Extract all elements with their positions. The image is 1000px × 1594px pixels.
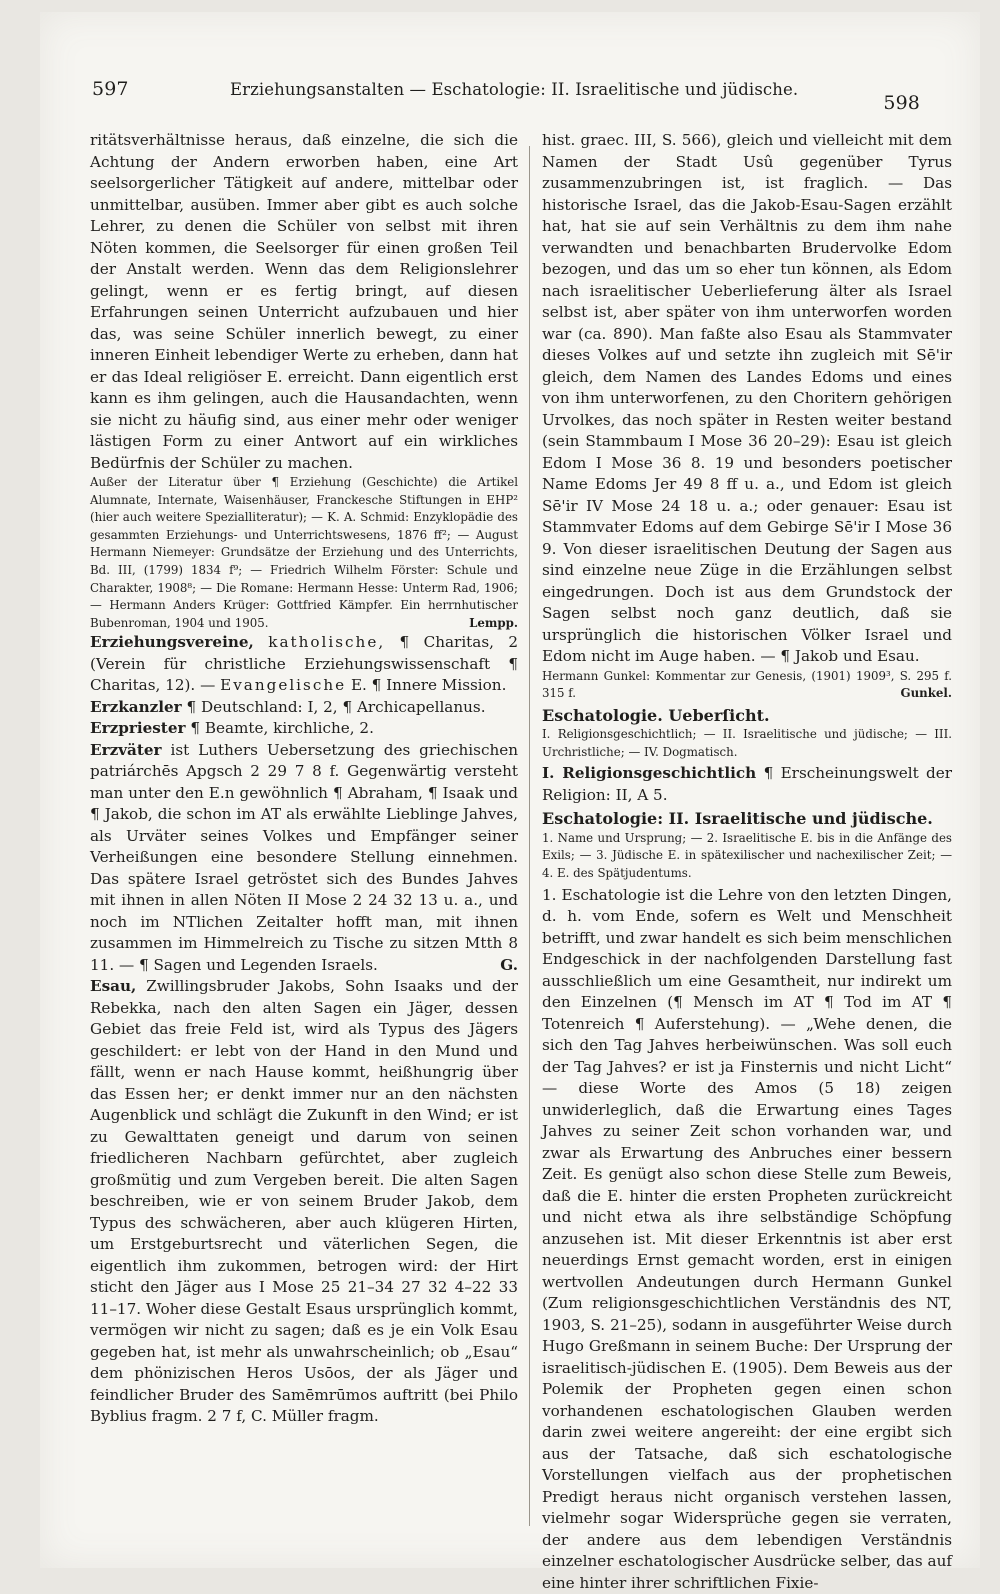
entry-body: ¶ Deutschland: I, 2, ¶ Archicapellanus.	[186, 697, 486, 716]
entry-subhead: katholische,	[268, 633, 386, 652]
entry-headword: Erzpriester	[90, 719, 186, 738]
section-body-name-und-ursprung: 1. Eschatologie ist die Lehre von den letzten Dingen, d. h. vom Ende, sofern es Welt und Menschheit betrifft, und zwar handelt es sich beim menschlichen Endgeschick in der nachfolgenden Darstellung fast ausschließlich um eine Gesamtheit, nur indirekt um den Einzelnen (¶ Mensch im AT ¶ Tod im AT ¶ Totenreich ¶ Auferstehung). — „Wehe denen, die sich den Tag Jahves herbeiwünschen. Was soll euch der Tag Jahves? er ist ja Finsternis und nicht Licht“ — diese Worte des Amos (5 18) zeigen unwiderleglich, daß die Erwartung eines Tages Jahves zu seiner Zeit schon vorhanden war, und zwar als Erwartung des Anbruches einer bessern Zeit. Es genügt also schon diese Stelle zum Beweis, daß die E. hinter die ersten Propheten zurückreicht und nicht etwa als ihre selbständige Schöpfung anzusehen ist. Mit dieser Erkenntnis ist aber erst neuerdings Ernst gemacht worden, erst in einigen wertvollen Andeutungen durch Hermann Gunkel (Zum religionsgeschichtlichen Verständnis des NT, 1903, S. 21–25), sodann in ausgeführter Weise durch Hugo Greßmann in seinem Buche: Der Ursprung der israelitisch-jüdischen E. (1905). Dem Beweis aus der Polemik der Propheten gegen einen schon vorhandenen eschatologischen Glauben werden darin zwei weitere angereiht: der eine ergibt sich aus der Tatsache, daß sich eschatologische Vorstellungen vielfach aus der prophetischen Predigt heraus nicht organisch verstehen lassen, vielmehr sogar Widersprüche gegen sie verraten, der andere aus dem lebendigen Verständnis einzelner eschatologischer Ausdrücke selber, das auf eine hinter ihrer schriftlichen Fixie-	[542, 885, 952, 1592]
left-column	[90, 130, 518, 1428]
esau-continuation: hist. graec. III, S. 566), gleich und vielleicht mit dem Namen der Stadt Usû gegenüber Tyrus zusammenzubringen ist, ist fraglich. — Das historische Israel, das die Jakob-Esau-Sagen erzählt hat, hat sie auf sein Verhältnis zu dem ihm nahe verwandten und benachbarten Brudervolke Edom bezogen, und das um so eher tun können, als Edom nach israelitischer Ueberlieferung älter als Israel selbst ist, aber später von ihm unterworfen worden war (ca. 890). Man faßte also Esau als Stammvater dieses Volkes auf und setzte ihn zugleich mit Sē'ir gleich, dem Namen des Landes Edoms und eines von ihm unterworfenen, zu den Choritern gehörigen Urvolkes, das noch später in Resten weiter bestand (sein Stammbaum I Mose 36 20–29): Esau ist gleich Edom I Mose 36 8. 19 und besonders poetischer Name Edoms Jer 49 8 ff u. a., und Edom ist gleich Sē'ir IV Mose 24 18 u. a.; oder genauer: Esau ist Stammvater Edoms auf dem Gebirge Sē'ir I Mose 36 9. Von dieser israelitischen Deutung der Sagen aus sind einzelne neue Züge in die Erzählungen selbst eingedrungen. Doch ist aus dem Grundstock der Sagen selbst noch ganz deutlich, daß sie ursprünglich die historischen Völker Israel und Edom nicht im Auge haben. — ¶ Jakob und Esau.	[542, 131, 952, 665]
erziehungsanstalten-literature	[90, 474, 518, 632]
column-divider	[529, 146, 530, 1526]
overview-toc: I. Religionsgeschichtlich; — II. Israelitische und jüdische; — III. Urchristliche; — IV. Dogmatisch.	[542, 727, 952, 759]
entry-headword: Erziehungsvereine,	[90, 633, 254, 652]
entry-headword: Esau,	[90, 977, 137, 996]
entry-esau	[90, 976, 518, 1428]
literature-text: Außer der Literatur über ¶ Erziehung (Geschichte) die Artikel Alumnate, Internate, Waisenhäuser, Franckesche Stiftungen in EHP² (hier auch weitere Spezialliteratur); — K. A. Schmid: Enzyklopädie des gesammten Erziehungs- und Unterrichtswesens, 1876 ff²; — August Hermann Niemeyer: Grundsätze der Erziehung und des Unterrichts, Bd. III, (1799) 1834 f⁹; — Friedrich Wilhelm Förster: Schule und Charakter, 1908⁸; — Die Romane: Hermann Hesse: Unterm Rad, 1906; — Hermann Anders Krüger: Gottfried Kämpfer. Ein herrnhutischer Bubenroman, 1904 und 1905.	[90, 475, 518, 630]
running-header	[92, 74, 920, 114]
right-column	[542, 130, 952, 1594]
erziehungsanstalten-continuation: ritätsverhältnisse heraus, daß einzelne, die sich die Achtung der Andern erworben haben, eine Art seelsorgerlicher Tätigkeit auf andere, mittelbar oder unmittelbar, ausüben. Immer aber gibt es auch solche Lehrer, zu denen die Schüler von selbst mit ihren Nöten kommen, die Seelsorger für einen großen Teil der Anstalt werden. Wenn das dem Religionslehrer gelingt, wenn er es fertig bringt, auf diesen Erfahrungen seinen Unterricht aufzubauen und hier das, was seine Schüler innerlich bewegt, zu einer inneren Einheit lebendiger Werte zu erheben, dann hat er das Ideal religiöser E. erreicht. Dann eigentlich erst kann es ihm gelingen, auch die Hausandachten, wenn sie nicht zu häufig sind, aus einer mehr oder weniger lästigen Form zu einer Antwort auf ein wirkliches Bedürfnis der Schüler zu machen.	[90, 131, 518, 472]
scanned-page	[40, 12, 980, 1592]
section-heading-israelitische: Eschatologie: II. Israelitische und jüdische.	[542, 809, 933, 829]
entry-body: ¶ Beamte, kirchliche, 2.	[190, 719, 374, 738]
entry-headword: I. Religionsgeschichtlich	[542, 764, 757, 783]
entry-body: Zwillingsbruder Jakobs, Sohn Isaaks und der Rebekka, nach den alten Sagen ein Jäger, dessen Gebiet das freie Feld ist, wird als Typus des Jägers geschildert: er lebt von der Hand in den Mund und fällt, wenn er nach Hause kommt, heißhungrig über das Essen her; er denkt immer nur an den nächsten Augenblick und schlägt die Zukunft in den Wind; er ist zu Gewalttaten geneigt und darum von seinen friedlicheren Nachbarn gefürchtet, aber zugleich großmütig und zum Vergeben bereit. Die alten Sagen beschreiben, wie er von seinem Bruder Jakob, dem Typus des schwächeren, aber auch klügeren Hirten, um Erstgeburtsrecht und väterlichen Segen, die eigentlich ihm zukommen, betrogen wird: der Hirt sticht den Jäger aus I Mose 25 21–34 27 32 4–22 33 11–17. Woher diese Gestalt Esaus ursprünglich kommt, vermögen wir nicht zu sagen; daß es je ein Volk Esau gegeben hat, ist mehr als unwahrscheinlich; ob „Esau“ dem phönizischen Heros Usōos, der als Jäger und feindlicher Bruder des Samēmrūmos auftritt (bei Philo Byblius fragm. 2 7 f, C. Müller fragm.	[90, 977, 519, 1426]
entry-body: ist Luthers Uebersetzung des griechischen patriárchēs Apgsch 2 29 7 8 f. Gegenwärtig versteht man unter den E.n gewöhnlich ¶ Abraham, ¶ Isaak und ¶ Jakob, die schon im AT als erwählte Lieblinge Jahves, als Urväter seines Volkes und Empfänger seiner Verheißungen eine besondere Stellung einnehmen. Das spätere Israel getröstet sich des Bundes Jahves mit ihnen in allen Nöten II Mose 2 24 32 13 u. a., und noch im NTlichen Zeitalter hofft man, mit ihnen zusammen im Himmelreich zu Tische zu sitzen Mtth 8 11. — ¶ Sagen und Legenden Israels.	[90, 740, 519, 974]
author-signature: Lempp.	[469, 615, 518, 630]
page-number-right: 598	[883, 92, 920, 114]
entry-erzpriester	[90, 718, 518, 740]
author-signature: Gunkel.	[900, 686, 952, 701]
entry-body: ¶ Charitas, 2 (Verein für christliche Erziehungswissenschaft ¶ Charitas, 12). —	[90, 633, 518, 695]
literature-text: Hermann Gunkel: Kommentar zur Genesis, (1901) 1909³, S. 295 f. 315 f.	[542, 668, 952, 701]
entry-body: E. ¶ Innere Mission.	[350, 676, 507, 695]
running-title: Erziehungsanstalten — Eschatologie: II. Israelitische und jüdische.	[230, 80, 799, 99]
entry-body: ¶ Erscheinungswelt der Religion: II, A 5.	[542, 764, 953, 804]
page-number-left: 597	[92, 78, 129, 100]
entry-headword: Erzväter	[90, 740, 162, 759]
esau-literature	[542, 668, 952, 703]
entry-erzkanzler	[90, 697, 518, 719]
section-heading-eschatologie-overview: Eschatologie. Ueberſicht.	[542, 705, 770, 725]
author-signature: G.	[500, 955, 518, 974]
entry-subhead: Evangelische	[220, 676, 347, 695]
entry-erziehungsvereine	[90, 632, 518, 697]
entry-religionsgeschichtlich	[542, 763, 952, 806]
entry-headword: Erzkanzler	[90, 697, 182, 716]
section-toc: 1. Name und Ursprung; — 2. Israelitische E. bis in die Anfänge des Exils; — 3. Jüdische E. in spätexilischer und nachexilischer Zeit; — 4. E. des Spätjudentums.	[542, 830, 952, 881]
entry-erzvaeter	[90, 740, 518, 977]
